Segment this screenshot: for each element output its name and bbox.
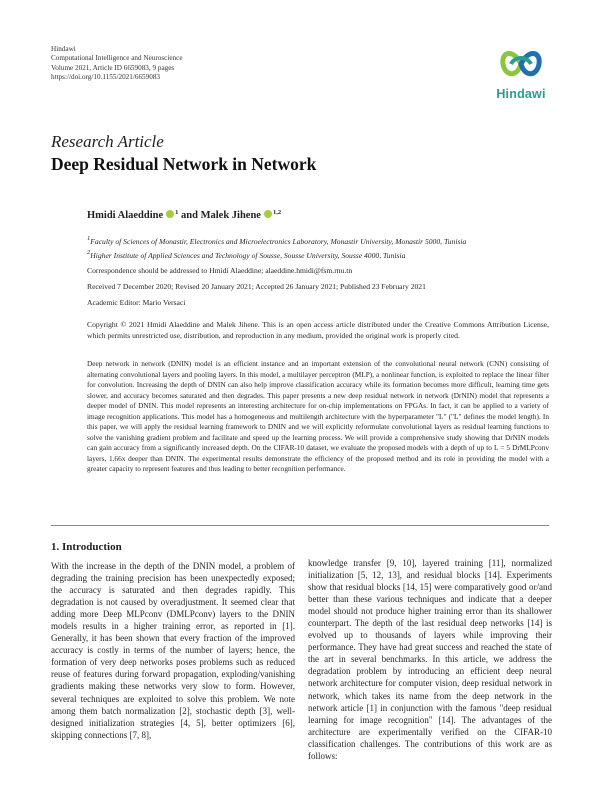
affiliations [87,233,549,261]
orcid-icon[interactable] [264,210,272,218]
academic-editor: Academic Editor: Mario Versaci [87,298,186,307]
copyright-notice: Copyright © 2021 Hmidi Alaeddine and Malek Jihene. This is an open access article distributed under the Creative Commons Attribution License, which permits unrestricted use, distribution, and reproduction in any medium, provided the original work is properly cited. [87,320,549,340]
publication-dates: Received 7 December 2020; Revised 20 January 2021; Accepted 26 January 2021; Published 23 February 2021 [87,282,426,291]
doi-link[interactable]: https://doi.org/10.1155/2021/6659083 [51,73,161,82]
correspondence: Correspondence should be addressed to Hmidi Alaeddine; alaeddine.hmidi@fsm.rnu.tn [87,266,353,275]
abstract: Deep network in network (DNIN) model is an efficient instance and an important extension of the convolutional neural network (CNN) consisting of alternating convolutional layers and pooling layers. In this model, a multilayer perceptron (MLP), a nonlinear function, is exploited to replace the linear filter for convolution. Increasing the depth of DNIN can also help improve classification accuracy while its formation becomes more difficult, learning time gets slower, and accuracy becomes saturated and then degrades. This paper presents a new deep residual network in network (DrNIN) model that represents a deeper model of DNIN. This model represents an interesting architecture for on-chip implementations on FPGAs. In fact, it can be applied to a variety of image recognition applications. This model has a homogeneous and multilength architecture with the hyperparameter "L" ("L" defines the model length). In this paper, we will apply the residual learning framework to DNIN and we will explicitly reformulate convolutional layers as residual learning functions to solve the vanishing gradient problem and facilitate and speed up the learning process. We will provide a comprehensive study showing that DrNIN models can gain accuracy from a significantly increased depth. On the CIFAR-10 dataset, we evaluate the proposed models with a depth of up to L = 5 DrMLPconv layers, 1.66x deeper than DNIN. The experimental results demonstrate the efficiency of the proposed method and its role in providing the model with a greater capacity to represent features and thus leading to better recognition performance. [87,359,549,473]
body-column-left: With the increase in the depth of the DNIN model, a problem of degrading the training precision has been unexpectedly exposed; the accuracy is saturated and then degrades rapidly. This degradation is not caused by overadjustment. It seemed clear that adding more Deep MLPconv (DMLPconv) layers to the DNIN models results in a higher training error, as reported in [1]. Generally, it has been shown that every fraction of the improved accuracy is costly in terms of the number of layers; hence, the formation of very deep networks poses problems such as reduced reuse of features during forward propagation, exploding/vanishing gradients making these networks very slow to form. However, several techniques are exploited to solve this problem. We note among them batch normalization [2], stochastic depth [3], well-designed initialization strategies [4, 5], better optimizers [6], skipping connections [7, 8], [51,561,295,740]
author-line [87,209,281,221]
author-sup-2: 1,2 [272,209,282,216]
author-sup-1: 1 [175,209,179,216]
hindawi-logo-text: Hindawi [496,87,546,101]
journal-name: Computational Intelligence and Neuroscience [51,54,183,63]
hindawi-logo [494,44,548,101]
publisher-name: Hindawi [51,45,76,53]
hindawi-logo-icon [499,44,543,84]
section-heading: 1. Introduction [51,541,122,553]
article-type: Research Article [51,132,164,151]
affiliation-2: 2Higher Institute of Applied Sciences and Technology of Sousse, Sousse University, Sousse 4000, Tunisia [87,249,406,260]
volume-info: Volume 2021, Article ID 6659083, 9 pages [51,63,175,72]
author-connector: and [181,210,198,221]
body-column-right: knowledge transfer [9, 10], layered training [11], normalized initialization [5, 12, 13], and residual blocks [14]. Experiments show that residual blocks [14, 15] were comparatively good or/and better than these various techniques and indicate that a deeper model should not produce higher training error than its shallower counterpart. The depth of the last residual deep networks [14] is evolved up to thousands of layers while improving their performance. They have had great success and reached the state of the art in several benchmarks. In this article, we address the degradation problem by introducing an efficient deep neural network architecture for computer vision, deep residual network in network, which takes its name from the deep network in the network article [1] in conjunction with the famous "deep residual learning for image recognition" [14]. The advantages of the architecture are experimentally verified on the CIFAR-10 classification challenges. The contributions of this work are as follows: [308,558,552,761]
author-name-1: Hmidi Alaeddine [87,210,164,221]
affiliation-1: 1Faculty of Sciences of Monastir, Electronics and Microelectronics Laboratory, Monastir University, Monastir 5000, Tunisia [87,235,467,246]
orcid-icon[interactable] [166,210,174,218]
author-name-2: Malek Jihene [200,210,261,221]
paper-title: Deep Residual Network in Network [51,154,317,174]
journal-header [51,45,183,83]
section-divider [51,525,549,526]
